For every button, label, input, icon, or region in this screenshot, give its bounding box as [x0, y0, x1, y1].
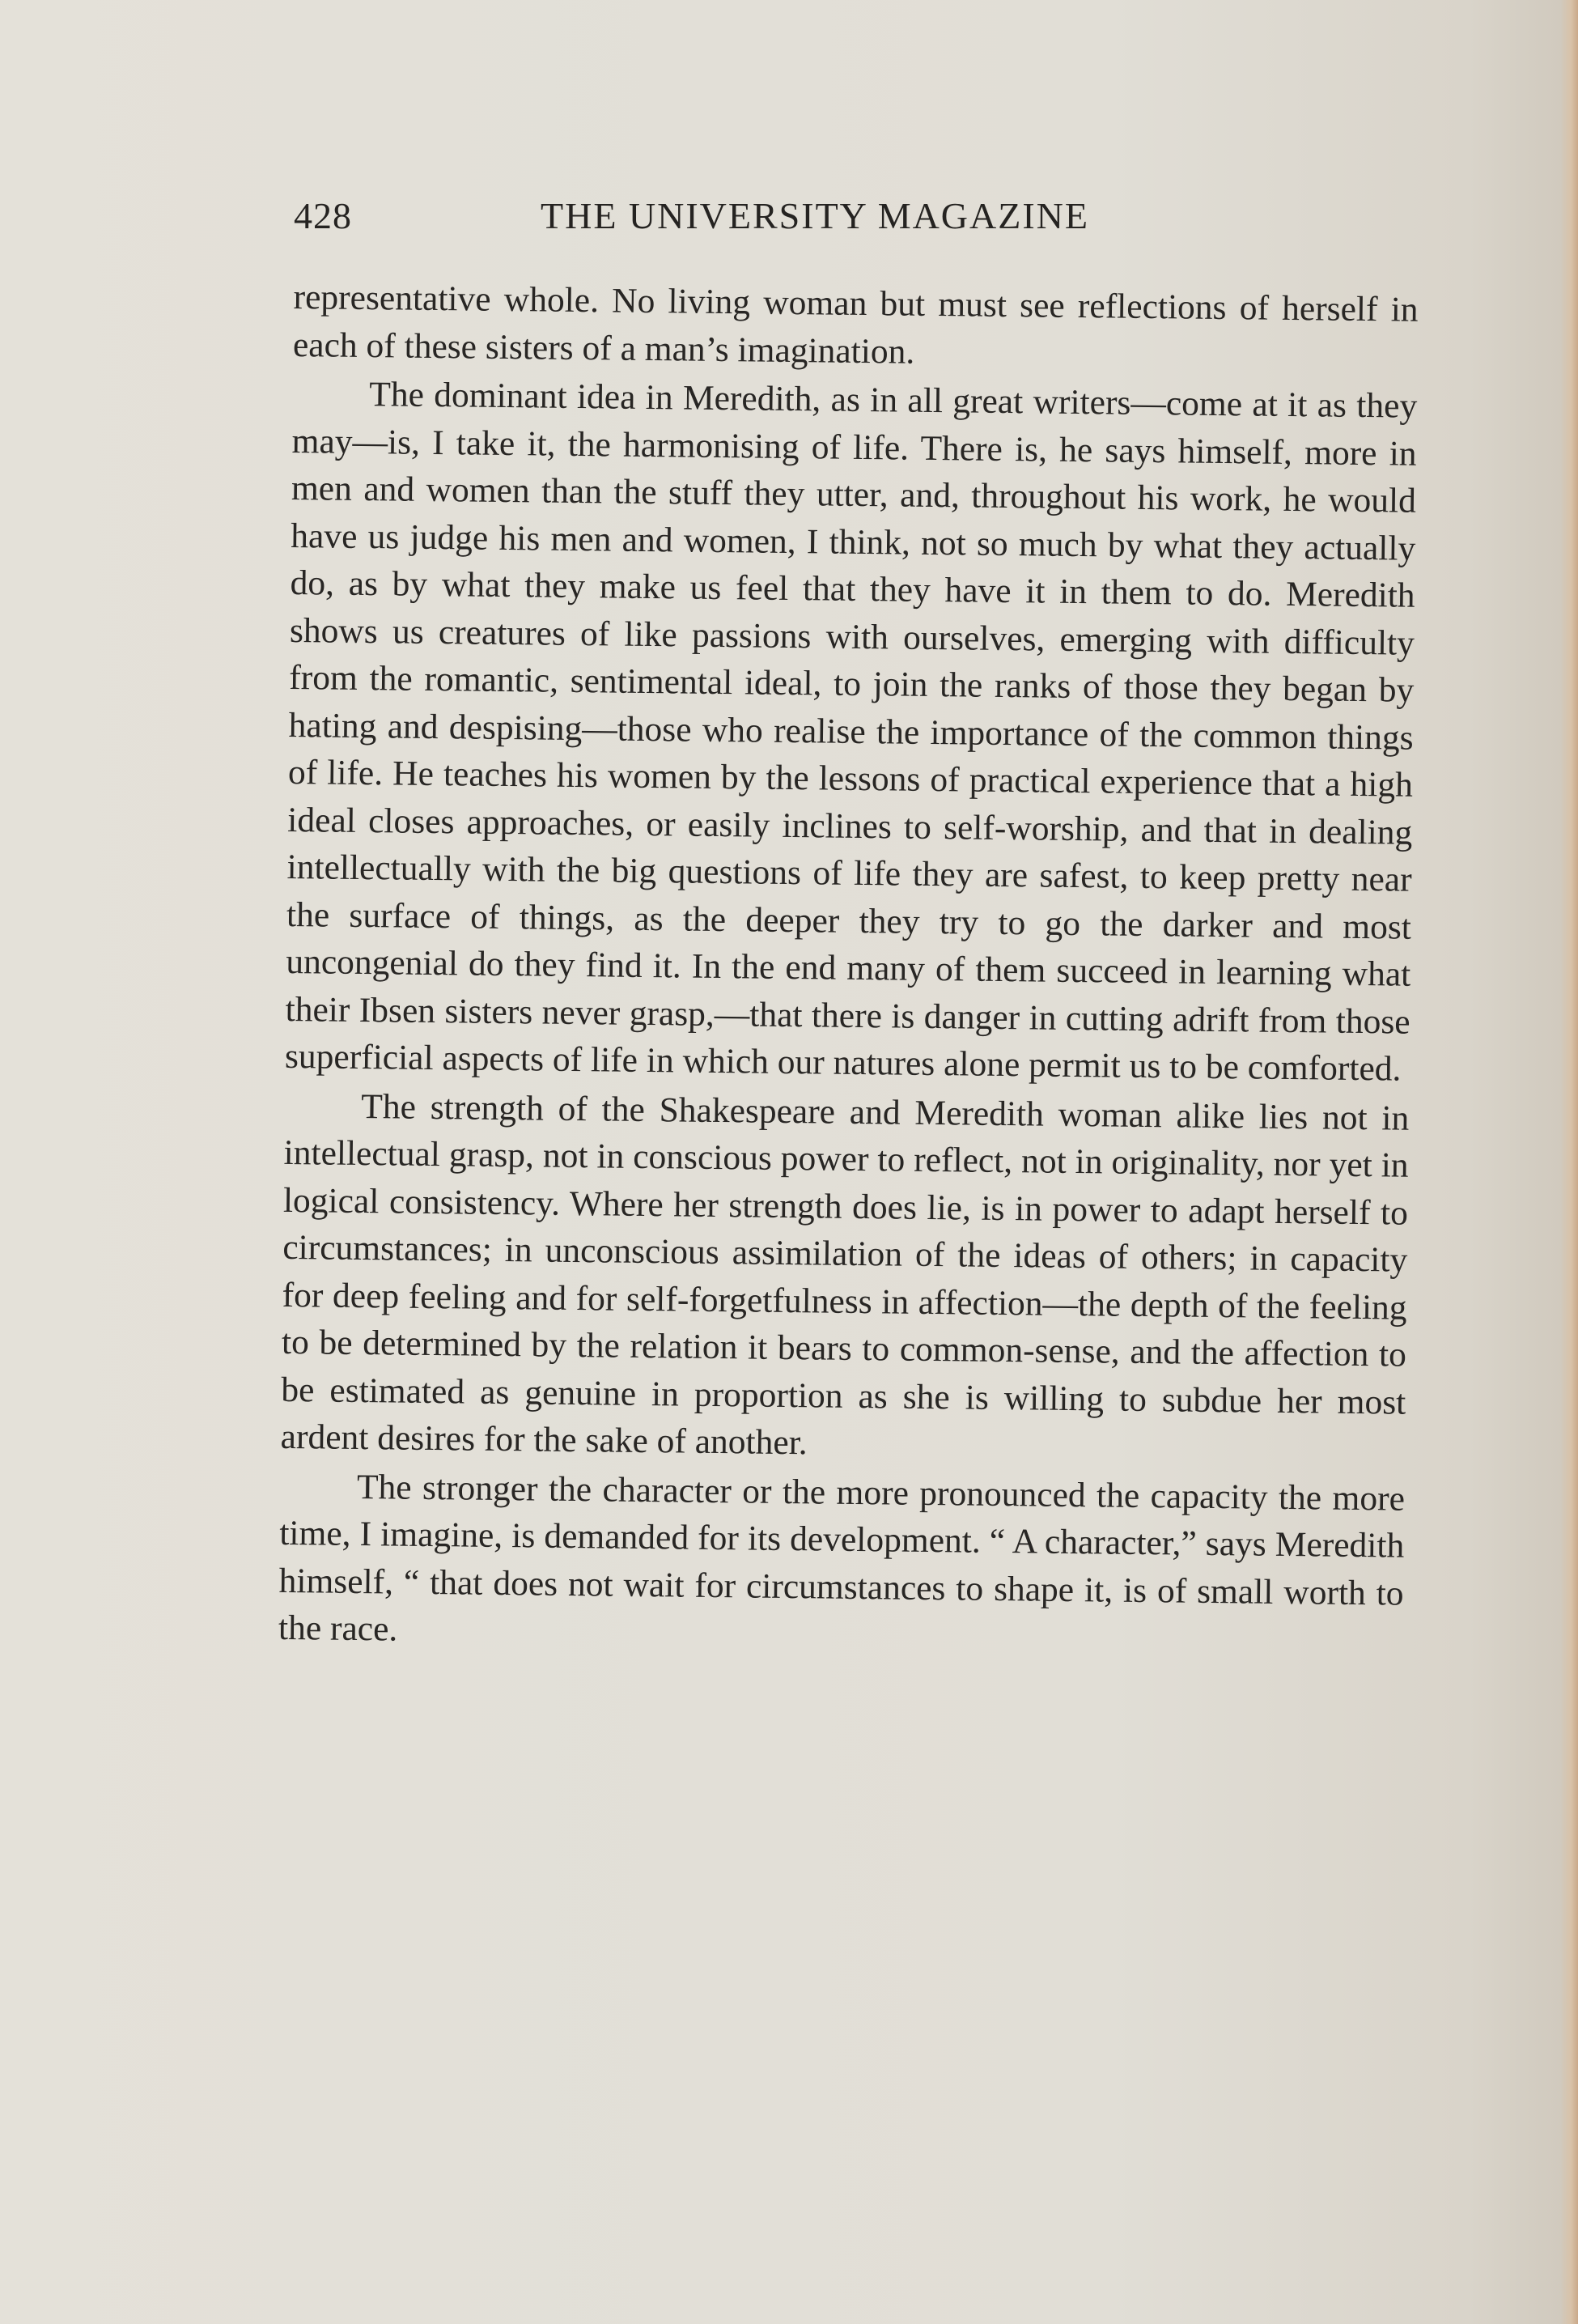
- paragraph-strength: The strength of the Shakespeare and Meredith woman alike lies not in intellectual grasp, not in conscious power to reflect, not in originality, nor yet in logical consistency. Where her strength does lie, is in power to adapt herself to circumstances; in unconscious assimilation of the ideas of others; in capacity for deep feeling and for self-forgetfulness in affection—the depth of the feeling to be determined by the relation it bears to common-sense, and the affection to be estimated as genuine in proportion as she is willing to subdue her most ardent desires for the sake of another.: [280, 1086, 1410, 1463]
- page-edge-shading: [1560, 0, 1578, 2324]
- article-body: [278, 274, 1419, 1666]
- magazine-title: THE UNIVERSITY MAGAZINE: [541, 195, 1089, 236]
- paragraph-dominant-idea: The dominant idea in Meredith, as in all great writers—come at it as they may—is, I take it, the harmonising of life. There is, he says himself, more in men and women than the stuff they utter, and, throughout his work, he would have us judge his men and women, I think, not so much by what they actually do, as by what they make us feel that they have it in them to do. Meredith shows us creatures of like passions with ourselves, emerging with difficulty from the romantic, sentimental ideal, to join the ranks of those they began by hating and despising—those who realise the importance of the common things of life. He teaches his women by the lessons of practical experience that a high ideal closes approaches, or easily inclines to self-worship, and that in dealing intellectually with the big questions of life they are safest, to keep pretty near the surface of things, as the deeper they try to go the darker and most uncongenial do they find it. In the end many of them succeed in learning what their Ibsen sisters never grasp,—that there is danger in cutting adrift from those superficial aspects of life in which our natures alone permit us to be comforted.: [284, 375, 1418, 1089]
- paragraph-continuation: representative whole. No living woman but must see reflections of herself in each of these sisters of a man’s imagination.: [292, 277, 1419, 372]
- paragraph-stronger-character: The stronger the character or the more pronounced the capacity the more time, I imagine, is demanded for its development. “ A character,” says Meredith himself, “ that does not wait for circumstances to shape it, is of small worth to the race.: [278, 1467, 1406, 1649]
- running-head: [294, 194, 1427, 251]
- page-number: 428: [294, 195, 352, 236]
